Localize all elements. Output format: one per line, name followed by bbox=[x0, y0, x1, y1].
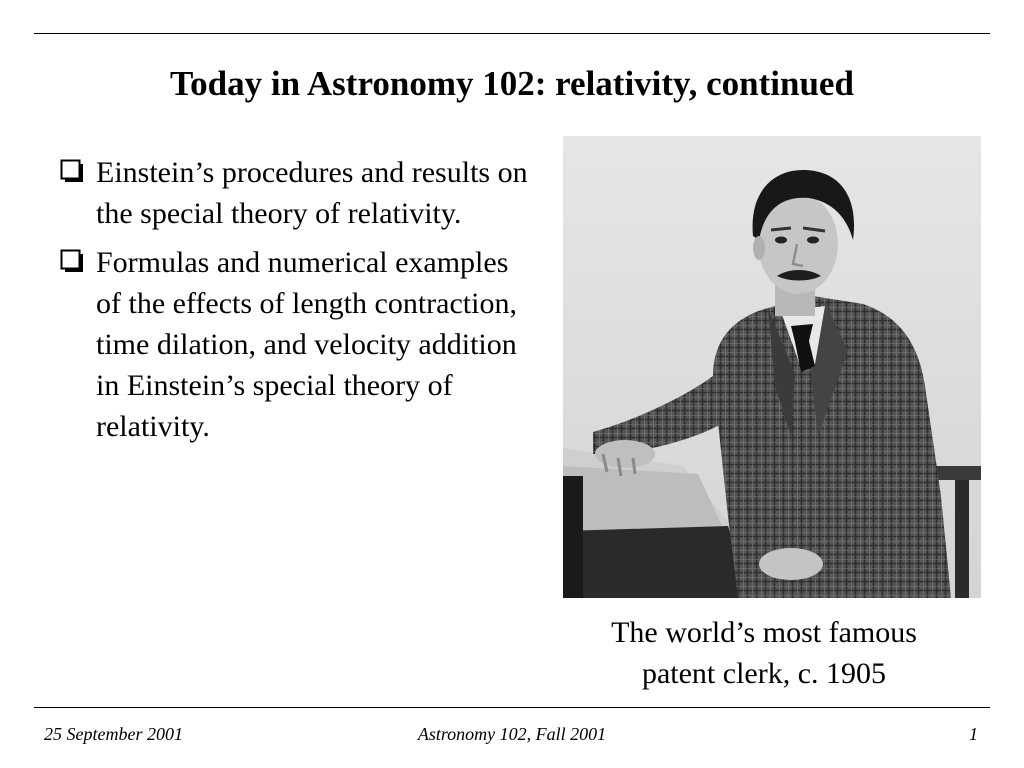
caption-line: The world’s most famous bbox=[611, 616, 917, 649]
footer-course: Astronomy 102, Fall 2001 bbox=[417, 724, 607, 744]
bullet-list bbox=[58, 152, 538, 455]
bullet-text: Einstein’s procedures and results on the special theory of relativity. bbox=[96, 156, 528, 230]
footer-date: 25 September 2001 bbox=[44, 724, 183, 744]
bullet-item bbox=[58, 242, 538, 447]
bottom-rule bbox=[34, 707, 990, 708]
checkbox-icon bbox=[60, 159, 84, 183]
einstein-photo bbox=[563, 136, 981, 598]
bullet-text: Formulas and numerical examples of the effects of length contraction, time dilation, and velocity addition in Einstein’s special theory of relativity. bbox=[96, 246, 517, 443]
top-rule bbox=[34, 33, 990, 34]
bullet-item bbox=[58, 152, 538, 234]
photo-caption bbox=[540, 612, 988, 694]
portrait-illustration bbox=[563, 136, 981, 598]
caption-line: patent clerk, c. 1905 bbox=[641, 657, 887, 690]
footer-page-number: 1 bbox=[969, 724, 978, 744]
slide-title: Today in Astronomy 102: relativity, continued bbox=[170, 64, 854, 103]
checkbox-icon bbox=[60, 249, 84, 273]
